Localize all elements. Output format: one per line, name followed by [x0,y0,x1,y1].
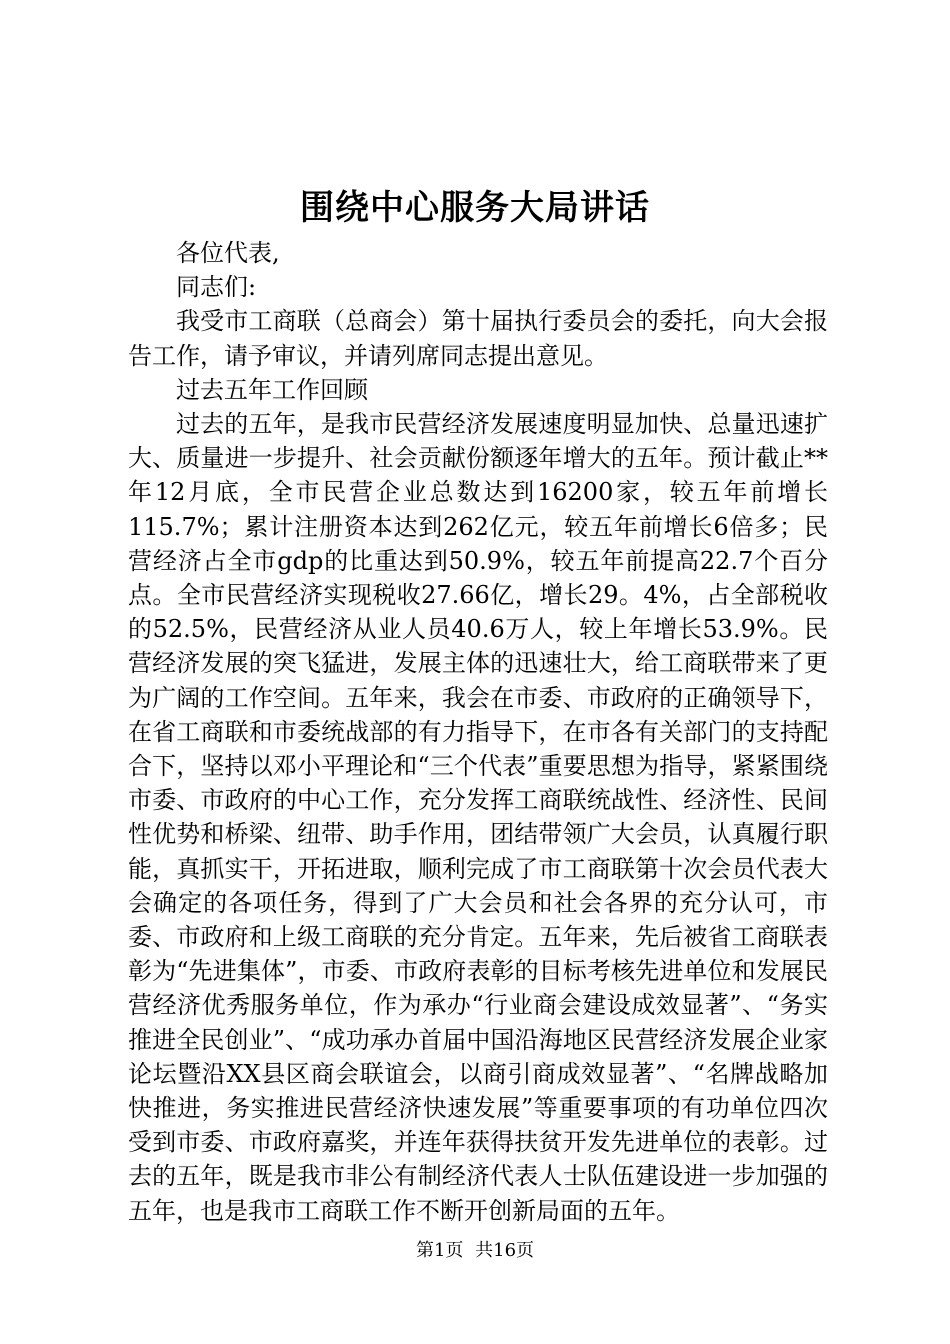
salutation-comrades: 同志们: [176,273,257,302]
page-number: 第1页 [415,1240,464,1261]
intro-paragraph: 我受市工商联（总商会）第十届执行委员会的委托，向大会报告工作，请予审议，并请列席同志提出意见。 [128,307,828,370]
salutation-representatives: 各位代表, [176,239,280,267]
review-paragraph: 过去的五年，是我市民营经济发展速度明显加快、总量迅速扩大、质量进一步提升、社会贡献份额逐年增大的五年。预计截止**年12月底，全市民营企业总数达到16200家，较五年前增长115.7%；累计注册资本达到262亿元，较五年前增长6倍多；民营经济占全市gdp的比重达到50.9%，较五年前提高22.7个百分点。全市民营经济实现税收27.66亿，增长29。4%，占全部税收的52.5%，民营经济从业人员40.6万人，较上年增长53.9%。民营经济发展的突飞猛进，发展主体的迅速壮大，给工商联带来了更为广阔的工作空间。五年来，我会在市委、市政府的正确领导下，在省工商联和市委统战部的有力指导下，在市各有关部门的支持配合下，坚持以邓小平理论和“三个代表”重要思想为指导，紧紧围绕市委、市政府的中心工作，充分发挥工商联统战性、经济性、民间性优势和桥梁、纽带、助手作用，团结带领广大会员，认真履行职能，真抓实干，开拓进取，顺利完成了市工商联第十次会员代表大会确定的各项任务，得到了广大会员和社会各界的充分认可，市委、市政府和上级工商联的充分肯定。五年来，先后被省工商联表彰为“先进集体”，市委、市政府表彰的目标考核先进单位和发展民营经济优秀服务单位，作为承办“行业商会建设成效显著”、“务实推进全民创业”、“成功承办首届中国沿海地区民营经济发展企业家论坛暨沿XX县区商会联谊会，以商引商成效显著”、“名牌战略加快推进，务实推进民营经济快速发展”等重要事项的有功单位四次受到市委、市政府嘉奖，并连年获得扶贫开发先进单位的表彰。过去的五年，既是我市非公有制经济代表人士队伍建设进一步加强的五年，也是我市工商联工作不断开创新局面的五年。 [128,410,828,1225]
page-total: 共16页 [475,1240,535,1261]
page-footer [0,1238,950,1264]
document-title: 围绕中心服务大局讲话 [300,188,650,228]
section-heading: 过去五年工作回顾 [176,375,368,404]
document-body [128,236,828,1228]
